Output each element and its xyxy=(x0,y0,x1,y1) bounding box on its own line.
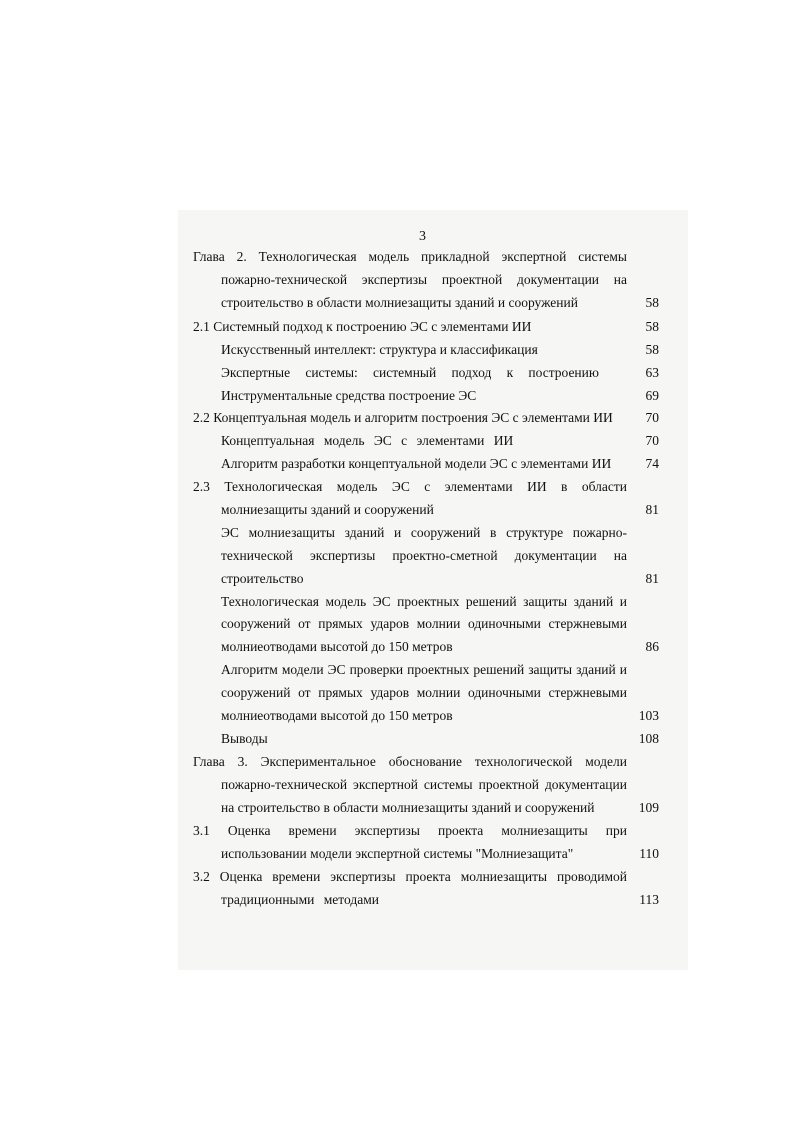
toc-item-algorithm-check-line1 xyxy=(221,662,627,678)
toc-item-algorithm-check-line2 xyxy=(221,685,627,701)
word: технологической xyxy=(474,754,573,769)
toc-conclusions: Выводы xyxy=(221,731,268,746)
word: области xyxy=(581,479,627,494)
toc-section-3-2-page: 113 xyxy=(639,892,659,907)
word: проекта xyxy=(405,869,451,884)
word: пожарно-технической xyxy=(221,272,348,287)
word: сооружений xyxy=(221,616,291,631)
word: структуре xyxy=(506,525,564,540)
word: системы xyxy=(423,777,473,792)
word: документации xyxy=(544,777,627,792)
toc-chapter3-page: 109 xyxy=(638,800,659,815)
toc-chapter2-line2 xyxy=(221,272,627,288)
word: стержневыми xyxy=(548,685,627,700)
word: Технологическая xyxy=(258,249,357,264)
word: проектных xyxy=(407,662,470,677)
word: времени xyxy=(272,869,321,884)
word: прямых xyxy=(318,685,363,700)
word: прямых xyxy=(318,616,363,631)
toc-conclusions-page: 108 xyxy=(638,731,659,746)
word: и xyxy=(619,594,627,609)
word: сооружений xyxy=(221,685,291,700)
word: ИИ xyxy=(527,479,547,494)
toc-item-tech-model-line3: молниеотводами высотой до 150 метров xyxy=(221,639,453,654)
word: документации xyxy=(516,272,600,287)
word: решений xyxy=(465,594,517,609)
word: Оценка xyxy=(219,869,263,884)
word: от xyxy=(298,685,311,700)
toc-section-3-2-line1 xyxy=(193,869,627,885)
word: решений xyxy=(473,662,525,677)
word: проводимой xyxy=(557,869,627,884)
toc-section-2-3-line1 xyxy=(193,479,627,495)
word: молниезащиты xyxy=(248,525,335,540)
word: 3.2 xyxy=(193,869,210,884)
toc-item-ai-structure-page: 58 xyxy=(645,342,659,357)
word: 2. xyxy=(236,249,247,264)
word: документации xyxy=(514,548,597,563)
word: Технологическая xyxy=(221,594,320,609)
toc-item-algorithm: Алгоритм разработки концептуальной модели ЭС с элементами ИИ xyxy=(221,456,612,471)
word: экспертизы xyxy=(354,823,420,838)
word: защиты xyxy=(528,662,573,677)
word: Технологическая xyxy=(224,479,323,494)
word: проверки xyxy=(349,662,404,677)
word: пожарно- xyxy=(572,525,627,540)
word: зданий xyxy=(576,662,616,677)
word: молниезащиты xyxy=(460,869,548,884)
word: модели xyxy=(281,662,324,677)
word: молниезащиты xyxy=(501,823,588,838)
word: проектной xyxy=(441,272,503,287)
toc-chapter2-page: 58 xyxy=(645,295,659,310)
word: экспертизы xyxy=(361,272,428,287)
toc-item-tech-model-line2 xyxy=(221,616,627,632)
toc-item-expert-systems-page: 63 xyxy=(645,365,659,380)
page-number: 3 xyxy=(419,229,426,244)
toc-section-3-2-line2: традиционными методами xyxy=(221,892,380,907)
toc-chapter2-line1 xyxy=(193,249,627,265)
word: системы: xyxy=(305,365,358,380)
word: модель xyxy=(368,249,410,264)
toc-item-es-structure-page: 81 xyxy=(645,571,659,586)
word: проектно-сметной xyxy=(392,548,498,563)
word: защиты xyxy=(523,594,568,609)
word: ЭС xyxy=(391,479,410,494)
word: зданий xyxy=(573,594,614,609)
word: ударов xyxy=(370,685,410,700)
toc-section-3-1-line1 xyxy=(193,823,627,839)
word: Глава xyxy=(193,249,225,264)
word: одиночными xyxy=(467,616,541,631)
word: Экспериментальное xyxy=(260,754,376,769)
toc-section-2-1: 2.1 Системный подход к построению ЭС с элементами ИИ xyxy=(193,319,532,334)
word: технической xyxy=(221,548,293,563)
toc-item-algorithm-page: 74 xyxy=(645,456,659,471)
word: одиночными xyxy=(467,685,541,700)
toc-section-3-1-page: 110 xyxy=(639,846,659,861)
word: Алгоритм xyxy=(221,662,278,677)
word: зданий xyxy=(344,525,385,540)
word: времени xyxy=(288,823,337,838)
word: проекта xyxy=(437,823,484,838)
toc-chapter3-line1 xyxy=(193,754,627,770)
word: экспертной xyxy=(353,777,418,792)
word: ЭС xyxy=(327,662,346,677)
toc-chapter3-line3: на строительство в области молниезащиты зданий и сооружений xyxy=(221,800,595,815)
word: 3. xyxy=(237,754,248,769)
word: и xyxy=(393,525,402,540)
word: ЭС xyxy=(372,594,391,609)
word: модель xyxy=(325,594,367,609)
word: сооружений xyxy=(410,525,481,540)
word: Глава xyxy=(193,754,225,769)
word: на xyxy=(613,548,627,563)
word: экспертной xyxy=(501,249,567,264)
word: в xyxy=(561,479,568,494)
toc-section-2-3-page: 81 xyxy=(645,502,659,517)
word: 3.1 xyxy=(193,823,210,838)
word: экспертизы xyxy=(309,548,376,563)
word: проектной xyxy=(478,777,539,792)
word: и xyxy=(619,662,627,677)
toc-item-conceptual-model-page: 70 xyxy=(645,433,659,448)
toc-item-algorithm-check-page: 103 xyxy=(638,708,659,723)
word: построению xyxy=(528,365,599,380)
toc-item-tech-model-page: 86 xyxy=(645,639,659,654)
word: молнии xyxy=(416,616,461,631)
toc-item-tech-model-line1 xyxy=(221,594,627,610)
toc-chapter3-line2 xyxy=(221,777,627,793)
word: молнии xyxy=(416,685,461,700)
word: Экспертные xyxy=(221,365,291,380)
toc-item-tools: Инструментальные средства построение ЭС xyxy=(221,388,477,403)
word: обоснование xyxy=(388,754,463,769)
word: модели xyxy=(585,754,627,769)
toc-section-2-3-line2: молниезащиты зданий и сооружений xyxy=(221,502,434,517)
word: стержневыми xyxy=(548,616,627,631)
word: подход xyxy=(451,365,492,380)
word: 2.3 xyxy=(193,479,210,494)
word: в xyxy=(490,525,497,540)
toc-item-es-structure-line3: строительство xyxy=(221,571,304,586)
word: ударов xyxy=(370,616,410,631)
word: экспертизы xyxy=(330,869,396,884)
toc-item-algorithm-check-line3: молниеотводами высотой до 150 метров xyxy=(221,708,453,723)
word: с xyxy=(424,479,431,494)
toc-item-ai-structure: Искусственный интеллект: структура и классификация xyxy=(221,342,538,357)
word: от xyxy=(298,616,311,631)
toc-chapter2-line3: строительство в области молниезащиты зданий и сооружений xyxy=(221,295,578,310)
word: прикладной xyxy=(421,249,490,264)
word: системы xyxy=(578,249,627,264)
toc-section-2-2: 2.2 Концептуальная модель и алгоритм построения ЭС с элементами ИИ xyxy=(193,410,613,425)
word: проектных xyxy=(397,594,460,609)
word: элементами xyxy=(444,479,513,494)
word: модель xyxy=(336,479,378,494)
word: Оценка xyxy=(227,823,271,838)
word: пожарно-технической xyxy=(221,777,348,792)
toc-section-2-2-page: 70 xyxy=(645,410,659,425)
toc-item-es-structure-line1 xyxy=(221,525,627,541)
toc-item-tools-page: 69 xyxy=(645,388,659,403)
toc-item-expert-systems xyxy=(221,365,599,381)
word: системный xyxy=(373,365,437,380)
toc-section-3-1-line2: использовании модели экспертной системы "Молниезащита" xyxy=(221,846,574,861)
toc-section-2-1-page: 58 xyxy=(645,319,659,334)
word: ЭС xyxy=(221,525,239,540)
word: на xyxy=(613,272,627,287)
word: при xyxy=(605,823,627,838)
toc-item-conceptual-model: Концептуальная модель ЭС с элементами ИИ xyxy=(221,433,514,448)
toc-item-es-structure-line2 xyxy=(221,548,627,564)
word: к xyxy=(506,365,514,380)
